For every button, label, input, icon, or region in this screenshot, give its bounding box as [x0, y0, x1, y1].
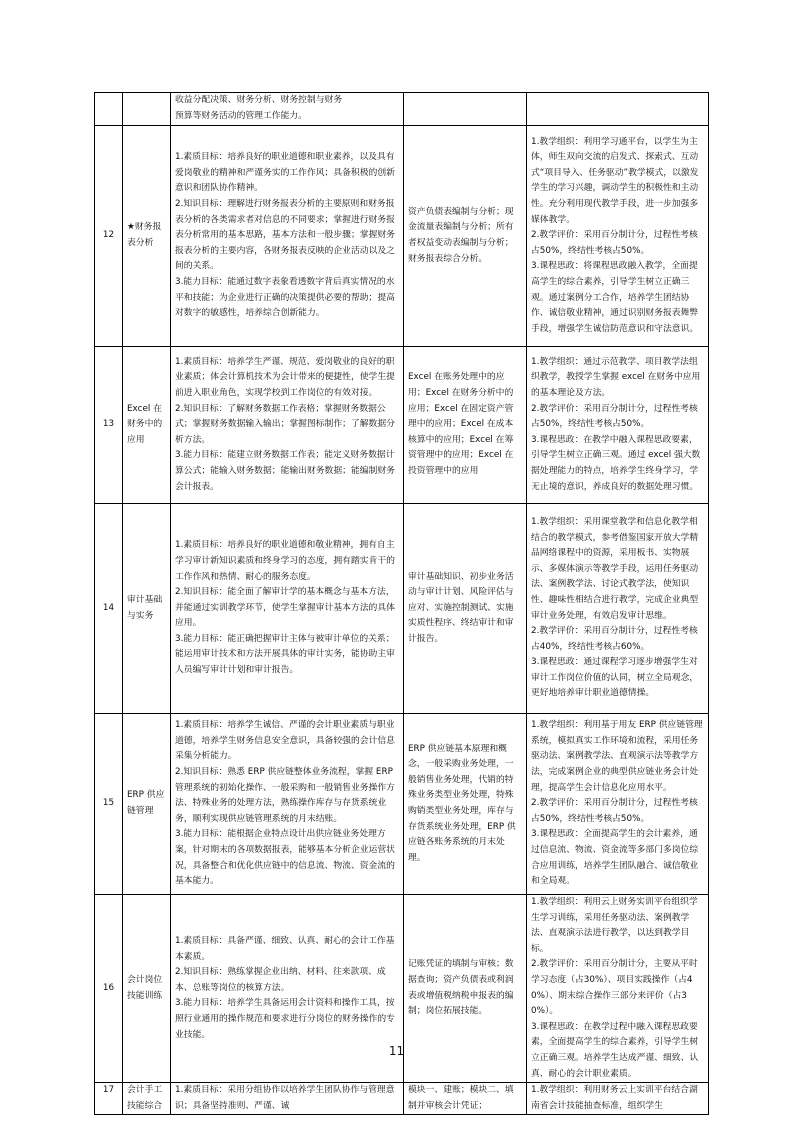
course-goals — [171, 504, 404, 714]
course-content — [404, 126, 527, 347]
course-content — [404, 93, 527, 126]
course-name: ERP 供应链管理 — [123, 714, 171, 895]
goals-paragraph: 3.能力目标：能通过数字表象看透数字背后真实情况的水平和技能；为企业进行正确的决策提供必要的帮助；提高对数字的敏感性，培养综合创新能力。 — [175, 276, 395, 319]
table-row — [95, 93, 709, 126]
method-paragraph: 2.教学评价：采用百分制计分，过程性考核占40%，终结性考核占60%。 — [531, 626, 698, 652]
goals-paragraph: 2.知识目标：熟悉 ERP 供应链整体业务流程，掌握 ERP 管理系统的初始化操作、一般采购和一般销售业务操作方法、特殊业务的处理方法，熟练操作库存与存货系统业务，顺利实现供应链管理系统的月末结账。 — [175, 767, 395, 824]
course-content — [404, 347, 527, 504]
method-paragraph: 2.教学评价：采用百分制计分，过程性考核占50%，终结性考核占50%。 — [531, 403, 698, 430]
table-row — [95, 714, 709, 895]
method-paragraph: 3.课程思政：通过课程学习逐步增强学生对审计工作岗位价值的认同，树立全局观念，更好地培养审计职业道德情操。 — [531, 657, 699, 699]
row-index: 17 — [95, 1083, 123, 1115]
row-index: 13 — [95, 347, 123, 504]
method-paragraph: 3.课程思政：在教学中融入课程思政要素，引导学生树立正确三观。通过 excel 强大数据处理能力的特点，培养学生终身学习，学无止境的意识，养成良好的数据处理习惯。 — [531, 434, 701, 492]
goals-paragraph: 1.素质目标：具备严谨、细致、认真、耐心的会计工作基本素质。 — [175, 935, 395, 962]
goals-paragraph: 收益分配决策、财务分析、财务控制与财务 — [175, 95, 343, 105]
content-paragraph: 模块一、建账；模块二、填制并审核会计凭证； — [408, 1085, 514, 1111]
course-goals — [171, 126, 404, 347]
method-paragraph: 1.教学组织：利用学习通平台，以学生为主体，师生双向交流的启发式、探索式、互动式“项目导入、任务驱动”教学模式，以激发学生的学习兴趣，调动学生的积极性和主动性。充分利用现代教学手段，进一步加强多媒体教学。 — [531, 136, 699, 225]
goals-paragraph: 1.素质目标：培养良好的职业道德和职业素养，以及具有爱岗敬业的精神和严谨务实的工作作风；具备积极的创新意识和团队协作精神。 — [175, 152, 395, 194]
page-number: 11 — [388, 1044, 405, 1058]
method-paragraph: 1.教学组织：采用课堂教学和信息化教学相结合的教学模式，参考借鉴国家开放大学精品网络课程中的资源，采用板书、实物展示、多媒体演示等教学手段，运用任务驱动法、案例教学法、讨论式教学法，使知识性、趣味性相结合进行教学，完成企业典型审计业务处理，有效启发审计思维。 — [531, 516, 699, 621]
course-goals — [171, 93, 404, 126]
goals-paragraph: 3.能力目标：能建立财务数据工作表；能定义财务数据计算公式；能输入财务数据；能输出财务数据；能编制财务会计报表。 — [175, 450, 395, 492]
course-content — [404, 714, 527, 895]
table-row — [95, 126, 709, 347]
goals-paragraph: 1.素质目标：培养学生严谨、规范、爱岗敬业的良好的职业素质；体会计算机技术为会计带来的便捷性，使学生提前进入职业角色，实现学校到工作岗位的有效对接。 — [175, 356, 395, 399]
row-index: 12 — [95, 126, 123, 347]
course-goals — [171, 1083, 404, 1115]
method-paragraph: 1.教学组织：利用基于用友 ERP 供应链管理系统，模拟真实工作环境和流程，采用任务驱动法、案例教学法、直观演示法等教学方法，完成案例企业的典型供应链业务会计处理，提高学生会计信息化应用水平。 — [531, 720, 703, 793]
method-paragraph: 3.课程思政：在教学过程中融入课程思政要素，全面提高学生的综合素养，引导学生树立正确三观。培养学生达成严谨、细致、认真、耐心的会计职业素质。 — [531, 1021, 699, 1079]
course-table — [94, 92, 709, 1115]
method-paragraph: 1.教学组织：利用财务云上实训平台结合湖南省会计技能抽查标准，组织学生 — [531, 1085, 698, 1111]
row-index — [95, 93, 123, 126]
course-name — [123, 93, 171, 126]
method-paragraph: 1.教学组织：通过示范教学、项目教学法组织教学，教授学生掌握 excel 在财务中应用的基本理论及方法。 — [531, 356, 701, 399]
course-method — [527, 347, 709, 504]
goals-paragraph: 3.能力目标：培养学生具备运用会计资料和操作工具，按照行业通用的操作规范和要求进行分岗位的财务操作的专业技能。 — [175, 998, 395, 1040]
course-method — [527, 1083, 709, 1115]
method-paragraph: 3.课程思政：全面提高学生的会计素养，通过信息流、物流、资金流等多部门多岗位综合应用训练，培养学生团队融合、诚信敬业和全局观。 — [531, 829, 699, 887]
course-content — [404, 1083, 527, 1115]
course-goals — [171, 347, 404, 504]
method-paragraph: 2.教学评价：采用百分制计分，过程性考核占50%，终结性考核占50%。 — [531, 798, 698, 824]
course-method — [527, 93, 709, 126]
goals-paragraph: 预算等财务活动的管理工作能力。 — [175, 110, 307, 121]
goals-paragraph: 1.素质目标：采用分组协作以培养学生团队协作与管理意识；具备坚持准则、严谨、诚 — [175, 1085, 395, 1111]
row-index: 14 — [95, 504, 123, 714]
table-row — [95, 347, 709, 504]
course-content — [404, 504, 527, 714]
content-paragraph: Excel 在账务处理中的应用；Excel 在财务分析中的应用；Excel 在固定资产管理中的应用；Excel 在成本核算中的应用；Excel 在筹资管理中的应用；Excel 在投资管理中的应用 — [408, 372, 514, 476]
course-method — [527, 126, 709, 347]
goals-paragraph: 1.素质目标：培养良好的职业道德和敬业精神，拥有自主学习审计新知识素质和终身学习的态度，拥有踏实肯干的工作作风和热情、耐心的服务态度。 — [175, 540, 395, 582]
goals-paragraph: 2.知识目标：能全面了解审计学的基本概念与基本方法，并能通过实训教学环节，使学生掌握审计基本方法的具体应用。 — [175, 587, 395, 629]
table-row — [95, 1083, 709, 1115]
course-goals — [171, 714, 404, 895]
goals-paragraph: 2.知识目标：熟练掌握企业出纳、材料、往来款项、成本、总账等岗位的核算方法。 — [175, 967, 386, 993]
content-paragraph: ERP 供应链基本原理和概念，一般采购业务处理，一般销售业务处理，代销的特殊业务类型业务处理，特殊购销类型业务处理，库存与存货系统业务处理，ERP 供应链各账务系统的月末处理。 — [408, 743, 516, 863]
course-method — [527, 504, 709, 714]
content-paragraph: 审计基础知识、初步业务活动与审计计划、风险评估与应对、实施控制测试、实施实质性程序、终结审计和审计报告。 — [408, 571, 514, 644]
method-paragraph: 1.教学组织：利用云上财务实训平台组织学生学习训练，采用任务驱动法、案例教学法、直观演示法进行教学，以达到教学目标。 — [531, 897, 698, 954]
method-paragraph: 2.教学评价：采用百分制计分，主要从平时学习态度（占30%）、项目实践操作（占40%）、期末综合操作三部分来评价（占30%）。 — [531, 959, 698, 1017]
row-index: 15 — [95, 714, 123, 895]
row-index: 16 — [95, 895, 123, 1083]
method-paragraph: 3.课程思政：将课程思政融入教学，全面提高学生的综合素养，引导学生树立正确三观。通过案例分工合作，培养学生团结协作、诚信敬业精神，通过识别财务报表舞弊手段，增强学生诚信防范意识和守法意识。 — [531, 261, 699, 334]
goals-paragraph: 1.素质目标：培养学生诚信、严谨的会计职业素质与职业道德，培养学生财务信息安全意识，具备较强的会计信息采集分析能力。 — [175, 720, 395, 762]
course-method — [527, 714, 709, 895]
goals-paragraph: 2.知识目标：理解进行财务报表分析的主要原则和财务报表分析的各类需求者对信息的不同要求；掌握进行财务报表分析常用的基本思路，基本方法和一般步骤；掌握财务报表分析的主要内容，各财务报表反映的企业活动以及之间的关系。 — [175, 199, 395, 272]
course-name: 会计手工技能综合 — [123, 1083, 171, 1115]
content-paragraph: 记账凭证的填制与审核；数据查询；资产负债表或利润表或增值税纳税申报表的编制；岗位拓展技能。 — [408, 959, 514, 1017]
course-name: Excel 在财务中的应用 — [123, 347, 171, 504]
goals-paragraph: 3.能力目标：能根据企业特点设计出供应链业务处理方案，针对期末的各项数据报表，能够基本分析企业运营状况，具备整合和优化供应链中的信息流、物流、资金流的基本能力。 — [175, 829, 395, 887]
goals-paragraph: 2.知识目标：了解财务数据工作表格；掌握财务数据公式；掌握财务数据输入输出；掌握图标制作；了解数据分析方法。 — [175, 403, 395, 445]
course-name: 会计岗位技能训练 — [123, 895, 171, 1083]
course-name: 审计基础与实务 — [123, 504, 171, 714]
content-paragraph: 资产负债表编制与分析；现金流量表编制与分析；所有者权益变动表编制与分析；财务报表综合分析。 — [408, 206, 514, 264]
method-paragraph: 2.教学评价：采用百分制计分，过程性考核占50%，终结性考核占50%。 — [531, 230, 698, 256]
table-row — [95, 504, 709, 714]
goals-paragraph: 3.能力目标：能正确把握审计主体与被审计单位的关系；能运用审计技术和方法开展具体的审计实务，能协助主审人员编写审计计划和审计报告。 — [175, 633, 395, 676]
course-name: ★财务报表分析 — [123, 126, 171, 347]
